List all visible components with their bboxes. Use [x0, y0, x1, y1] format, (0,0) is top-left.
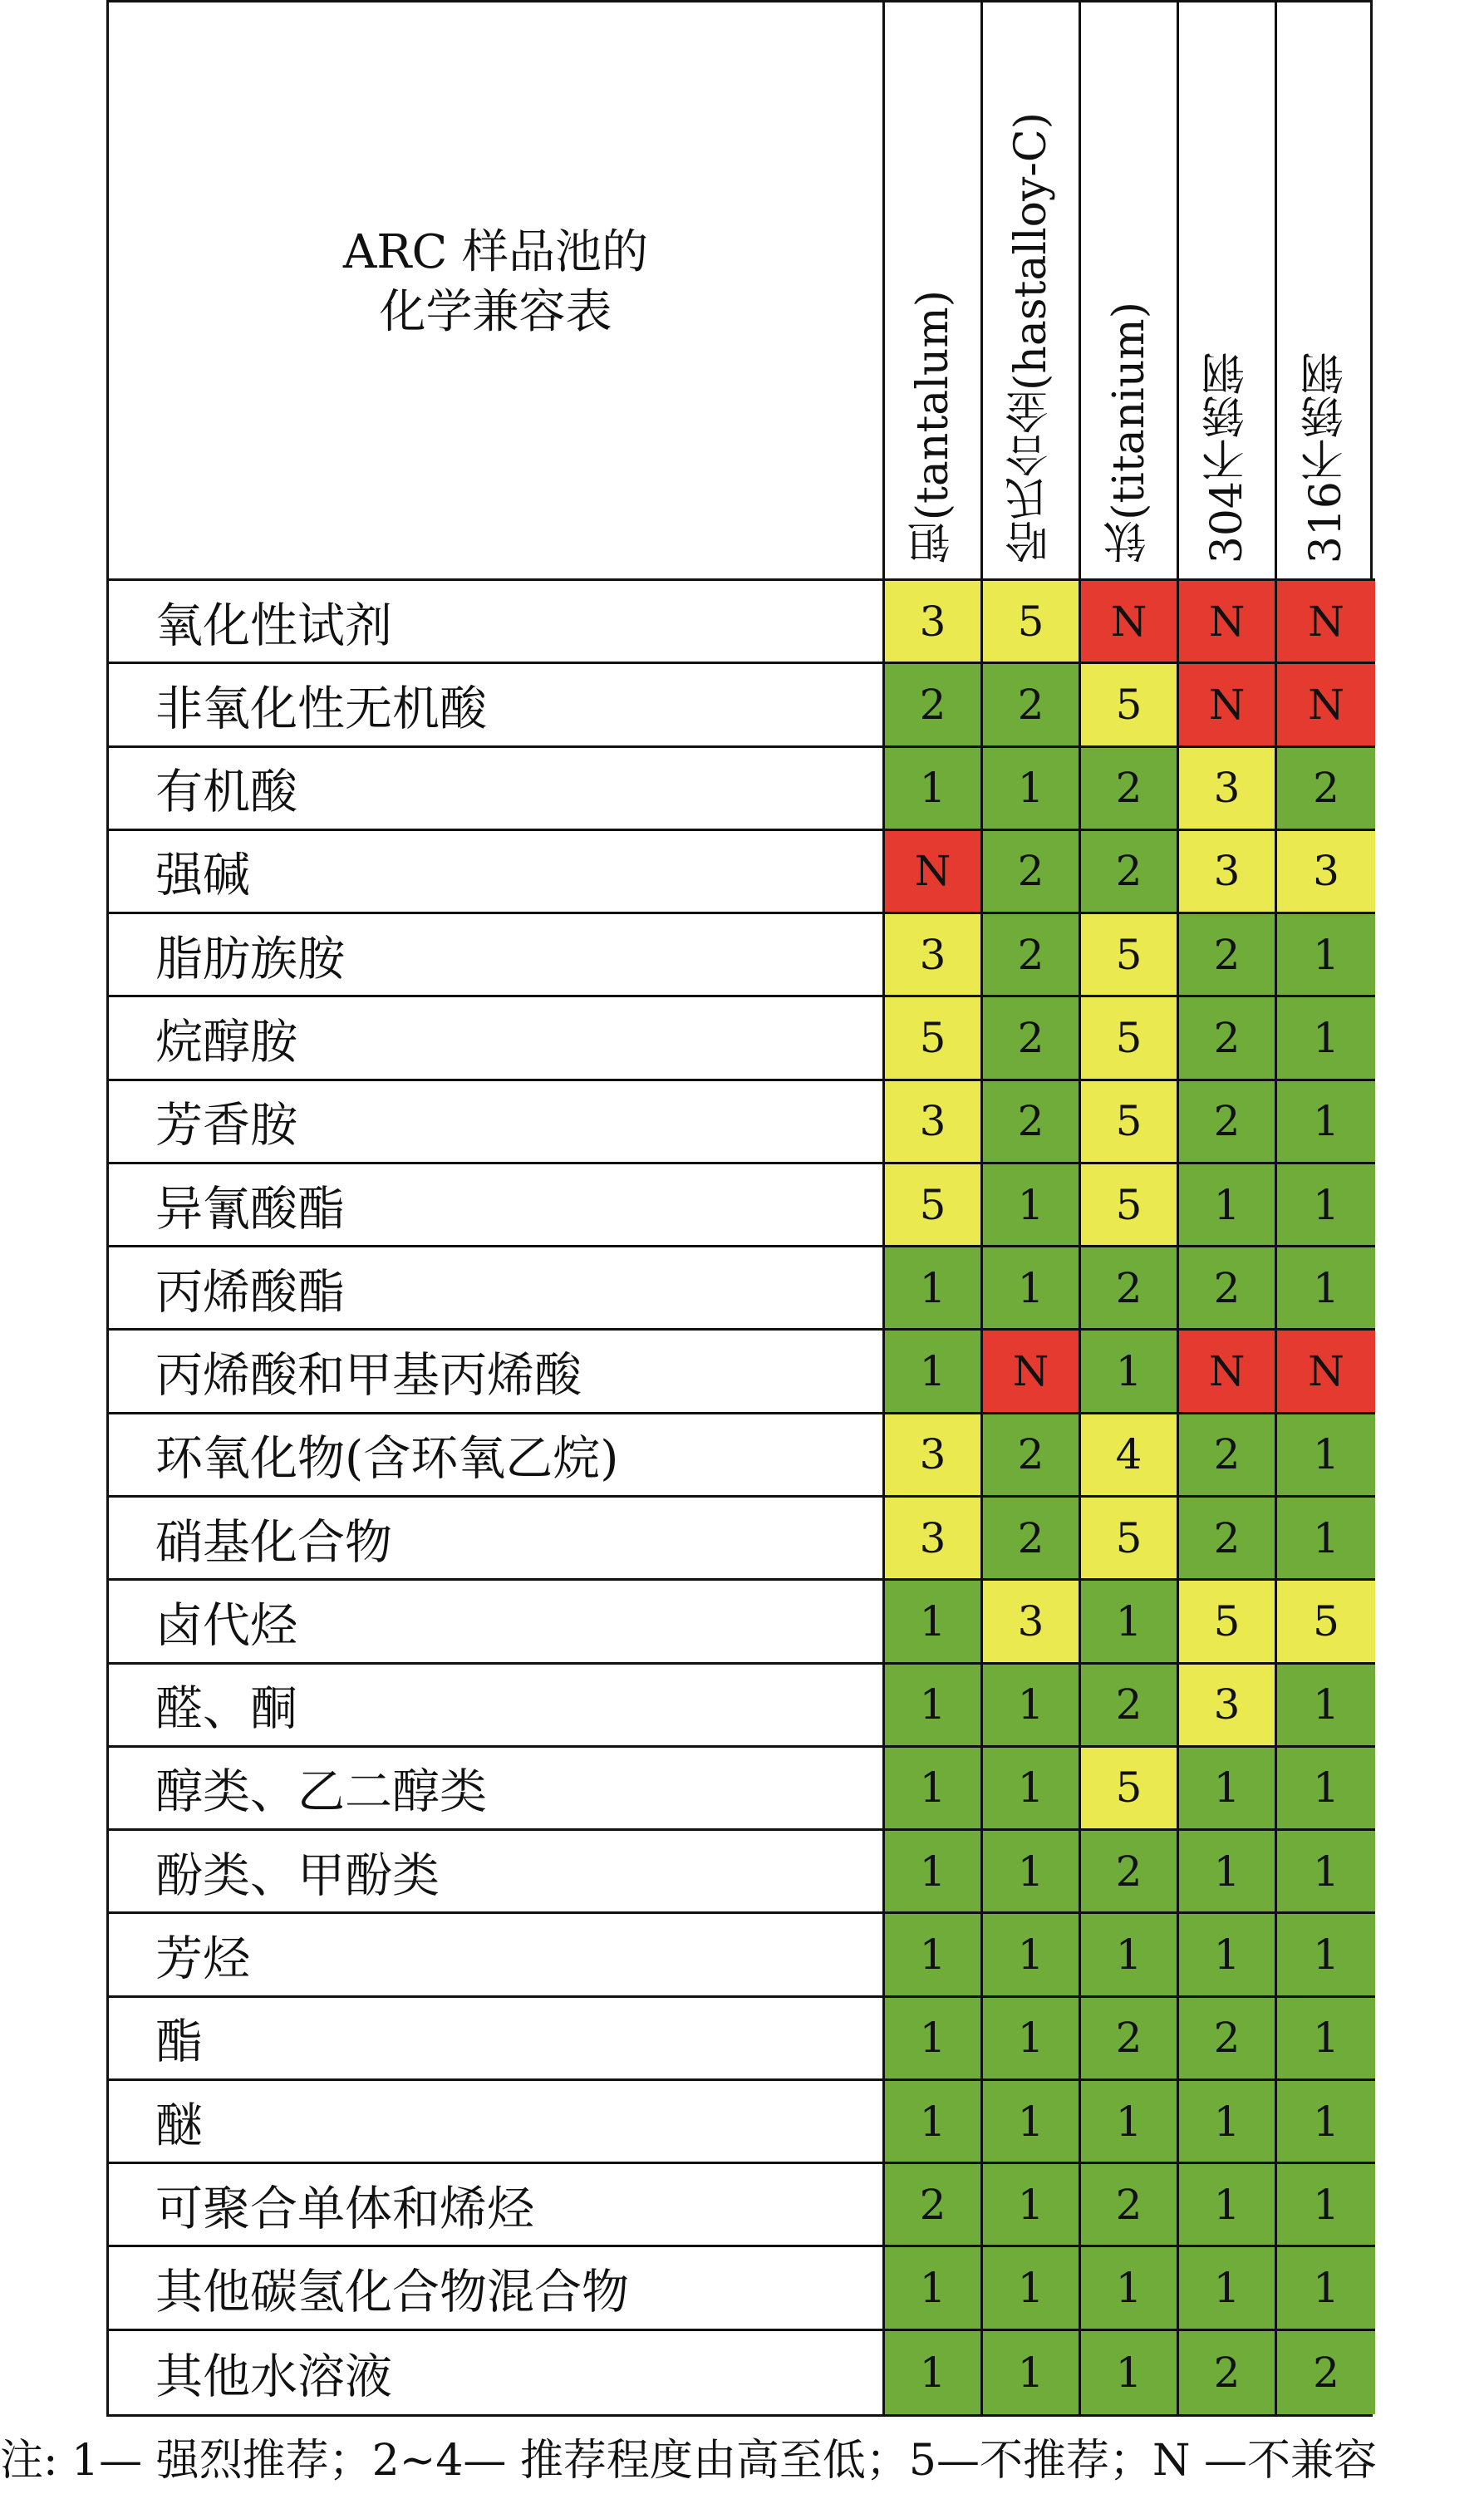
rating-cell: 1: [1179, 1831, 1277, 1914]
rating-cell: 1: [983, 2164, 1081, 2247]
rating-cell: 1: [983, 1164, 1081, 1247]
rating-cell: 1: [885, 748, 983, 831]
rating-cell: 4: [1081, 1414, 1179, 1498]
rating-cell: 3: [1179, 1665, 1277, 1748]
row-label: 丙烯酸酯: [109, 1247, 885, 1331]
rating-cell: 5: [1081, 1164, 1179, 1247]
rating-cell: 2: [1179, 1247, 1277, 1331]
rating-cell: 1: [983, 1665, 1081, 1748]
rating-cell: 3: [885, 1414, 983, 1498]
rating-cell: 3: [885, 1081, 983, 1164]
rating-cell: 1: [1277, 1247, 1375, 1331]
row-label: 异氰酸酯: [109, 1164, 885, 1247]
rating-cell: 1: [1081, 2331, 1179, 2414]
rating-cell: 2: [1277, 748, 1375, 831]
rating-cell: 1: [1277, 1498, 1375, 1581]
rating-cell: 2: [983, 914, 1081, 997]
row-label: 强碱: [109, 831, 885, 914]
table-title: [109, 2, 885, 581]
row-label: 烷醇胺: [109, 997, 885, 1080]
table-title-line1: ARC 样品池的: [342, 224, 649, 279]
rating-cell: 1: [1277, 2081, 1375, 2164]
rating-cell: 1: [885, 2331, 983, 2414]
rating-cell: 3: [885, 914, 983, 997]
rating-cell: 1: [1081, 2247, 1179, 2330]
column-header-tantalum: 钽(tantalum): [885, 2, 983, 581]
rating-cell: 2: [1081, 1247, 1179, 1331]
rating-cell: N: [1179, 1331, 1277, 1414]
rating-cell: 5: [1081, 997, 1179, 1080]
rating-cell: 1: [1277, 1164, 1375, 1247]
rating-cell: 1: [885, 1581, 983, 1664]
rating-cell: 5: [1081, 914, 1179, 997]
rating-cell: 1: [983, 1247, 1081, 1331]
rating-cell: 2: [1179, 2331, 1277, 2414]
row-label: 脂肪族胺: [109, 914, 885, 997]
rating-cell: N: [1081, 581, 1179, 664]
rating-cell: 2: [1277, 2331, 1375, 2414]
rating-cell: 1: [1179, 2247, 1277, 2330]
rating-cell: 2: [1179, 1498, 1277, 1581]
rating-cell: 1: [1179, 1914, 1277, 1997]
rating-cell: 3: [1179, 831, 1277, 914]
rating-cell: 2: [885, 2164, 983, 2247]
rating-cell: 1: [1081, 2081, 1179, 2164]
rating-cell: 5: [1179, 1581, 1277, 1664]
rating-cell: 2: [1081, 1665, 1179, 1748]
column-header-titanium: 钛(titanium): [1081, 2, 1179, 581]
rating-cell: 1: [1081, 1581, 1179, 1664]
row-label: 芳烃: [109, 1914, 885, 1997]
rating-cell: 2: [983, 1498, 1081, 1581]
row-label: 环氧化物(含环氧乙烷): [109, 1414, 885, 1498]
rating-cell: 1: [885, 1331, 983, 1414]
rating-cell: 1: [983, 748, 1081, 831]
compatibility-table: [106, 0, 1373, 2417]
rating-cell: 3: [885, 1498, 983, 1581]
rating-cell: 1: [1179, 1748, 1277, 1831]
rating-cell: N: [1277, 664, 1375, 747]
rating-cell: 1: [1277, 1665, 1375, 1748]
column-header-hastalloy: 哈氏合金(hastalloy-C): [983, 2, 1081, 581]
rating-cell: 2: [1081, 1831, 1179, 1914]
rating-cell: 1: [1277, 1414, 1375, 1498]
rating-cell: 5: [1081, 664, 1179, 747]
rating-cell: N: [885, 831, 983, 914]
rating-cell: N: [1277, 581, 1375, 664]
rating-cell: 2: [983, 664, 1081, 747]
rating-cell: 2: [1179, 997, 1277, 1080]
rating-cell: 1: [1277, 1914, 1375, 1997]
rating-cell: 1: [885, 1998, 983, 2081]
rating-cell: 2: [983, 1081, 1081, 1164]
rating-cell: 5: [1081, 1498, 1179, 1581]
rating-cell: 2: [983, 1414, 1081, 1498]
row-label: 醛、酮: [109, 1665, 885, 1748]
rating-cell: N: [1179, 581, 1277, 664]
rating-cell: 1: [1277, 997, 1375, 1080]
rating-cell: 1: [885, 1914, 983, 1997]
rating-cell: 3: [983, 1581, 1081, 1664]
rating-cell: 1: [1277, 2164, 1375, 2247]
rating-cell: 1: [1277, 914, 1375, 997]
rating-cell: 2: [983, 997, 1081, 1080]
rating-cell: 1: [885, 1247, 983, 1331]
rating-cell: 1: [1179, 1164, 1277, 1247]
rating-cell: 1: [1179, 2081, 1277, 2164]
rating-cell: 1: [885, 2247, 983, 2330]
rating-cell: 2: [1179, 914, 1277, 997]
rating-cell: 1: [983, 1998, 1081, 2081]
rating-cell: 5: [1081, 1081, 1179, 1164]
row-label: 有机酸: [109, 748, 885, 831]
rating-cell: 5: [885, 1164, 983, 1247]
rating-cell: 1: [983, 2331, 1081, 2414]
rating-cell: 5: [1081, 1748, 1179, 1831]
rating-cell: 1: [885, 2081, 983, 2164]
column-header-ss316: 316不锈钢: [1277, 2, 1375, 581]
rating-cell: 2: [1081, 2164, 1179, 2247]
rating-cell: 2: [983, 831, 1081, 914]
row-label: 酯: [109, 1998, 885, 2081]
rating-cell: 2: [1179, 1998, 1277, 2081]
rating-cell: 1: [885, 1748, 983, 1831]
rating-cell: 5: [983, 581, 1081, 664]
row-label: 醇类、乙二醇类: [109, 1748, 885, 1831]
rating-cell: 1: [1277, 1081, 1375, 1164]
rating-cell: 3: [1277, 831, 1375, 914]
rating-cell: 5: [885, 997, 983, 1080]
rating-cell: 2: [1081, 831, 1179, 914]
rating-cell: 1: [885, 1665, 983, 1748]
rating-cell: 2: [1179, 1414, 1277, 1498]
rating-cell: 1: [983, 1831, 1081, 1914]
column-header-ss304: 304不锈钢: [1179, 2, 1277, 581]
rating-cell: 3: [885, 581, 983, 664]
rating-cell: 1: [1179, 2164, 1277, 2247]
table-title-line2: 化学兼容表: [379, 284, 612, 339]
rating-cell: 2: [1081, 1998, 1179, 2081]
rating-cell: 1: [885, 1831, 983, 1914]
rating-cell: 1: [1277, 1831, 1375, 1914]
rating-cell: 1: [1081, 1914, 1179, 1997]
rating-cell: 5: [1277, 1581, 1375, 1664]
rating-cell: 1: [1081, 1331, 1179, 1414]
row-label: 丙烯酸和甲基丙烯酸: [109, 1331, 885, 1414]
row-label: 其他水溶液: [109, 2331, 885, 2414]
row-label: 芳香胺: [109, 1081, 885, 1164]
rating-cell: N: [1179, 664, 1277, 747]
rating-cell: 1: [1277, 1998, 1375, 2081]
rating-cell: 2: [1179, 1081, 1277, 1164]
row-label: 卤代烃: [109, 1581, 885, 1664]
rating-cell: 1: [1277, 2247, 1375, 2330]
rating-cell: 2: [885, 664, 983, 747]
rating-cell: 1: [983, 2247, 1081, 2330]
row-label: 酚类、甲酚类: [109, 1831, 885, 1914]
rating-cell: 1: [983, 1914, 1081, 1997]
row-label: 其他碳氢化合物混合物: [109, 2247, 885, 2330]
row-label: 氧化性试剂: [109, 581, 885, 664]
legend-note: 注: 1— 强烈推荐；2~4— 推荐程度由高至低；5—不推荐；N —不兼容: [0, 2436, 1378, 2486]
row-label: 醚: [109, 2081, 885, 2164]
row-label: 非氧化性无机酸: [109, 664, 885, 747]
rating-cell: 1: [1277, 1748, 1375, 1831]
rating-cell: 1: [983, 2081, 1081, 2164]
row-label: 可聚合单体和烯烃: [109, 2164, 885, 2247]
rating-cell: N: [983, 1331, 1081, 1414]
rating-cell: 3: [1179, 748, 1277, 831]
row-label: 硝基化合物: [109, 1498, 885, 1581]
rating-cell: 1: [983, 1748, 1081, 1831]
rating-cell: 2: [1081, 748, 1179, 831]
rating-cell: N: [1277, 1331, 1375, 1414]
